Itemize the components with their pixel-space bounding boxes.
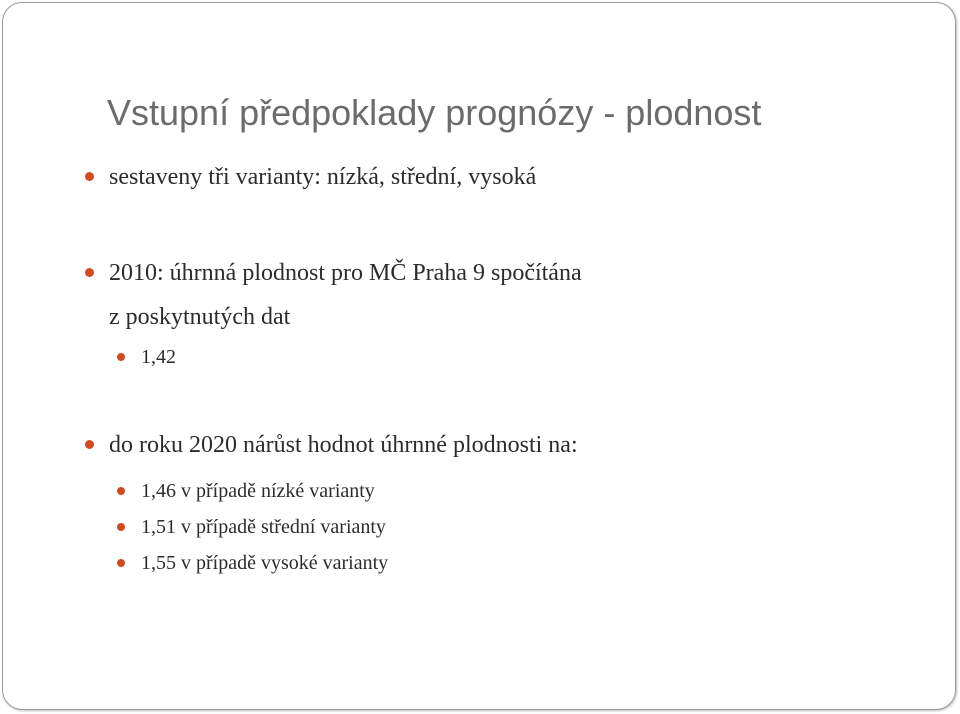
sub-bullet-low-variant: 1,46 v případě nízké varianty xyxy=(141,480,375,502)
bullet-text-growth-2020: do roku 2020 nárůst hodnot úhrnné plodnosti na: xyxy=(109,432,578,458)
sub-bullet-dot-icon xyxy=(117,353,125,361)
bullet-text-fertility-2010-continuation: z poskytnutých dat xyxy=(109,304,291,330)
bullet-text-variants: sestaveny tři varianty: nízká, střední, vysoká xyxy=(109,164,537,190)
bullet-dot-icon xyxy=(85,440,94,449)
sub-bullet-dot-icon xyxy=(117,559,125,567)
slide-title: Vstupní předpoklady prognózy - plodnost xyxy=(107,92,762,133)
bullet-dot-icon xyxy=(85,172,94,181)
sub-bullet-dot-icon xyxy=(117,487,125,495)
sub-bullet-medium-variant: 1,51 v případě střední varianty xyxy=(141,516,386,538)
slide xyxy=(2,2,956,710)
bullet-text-fertility-2010: 2010: úhrnná plodnost pro MČ Praha 9 spočítána xyxy=(109,260,582,286)
sub-bullet-high-variant: 1,55 v případě vysoké varianty xyxy=(141,552,389,574)
sub-bullet-dot-icon xyxy=(117,523,125,531)
bullet-dot-icon xyxy=(85,268,94,277)
sub-bullet-value-2010: 1,42 xyxy=(141,346,176,368)
